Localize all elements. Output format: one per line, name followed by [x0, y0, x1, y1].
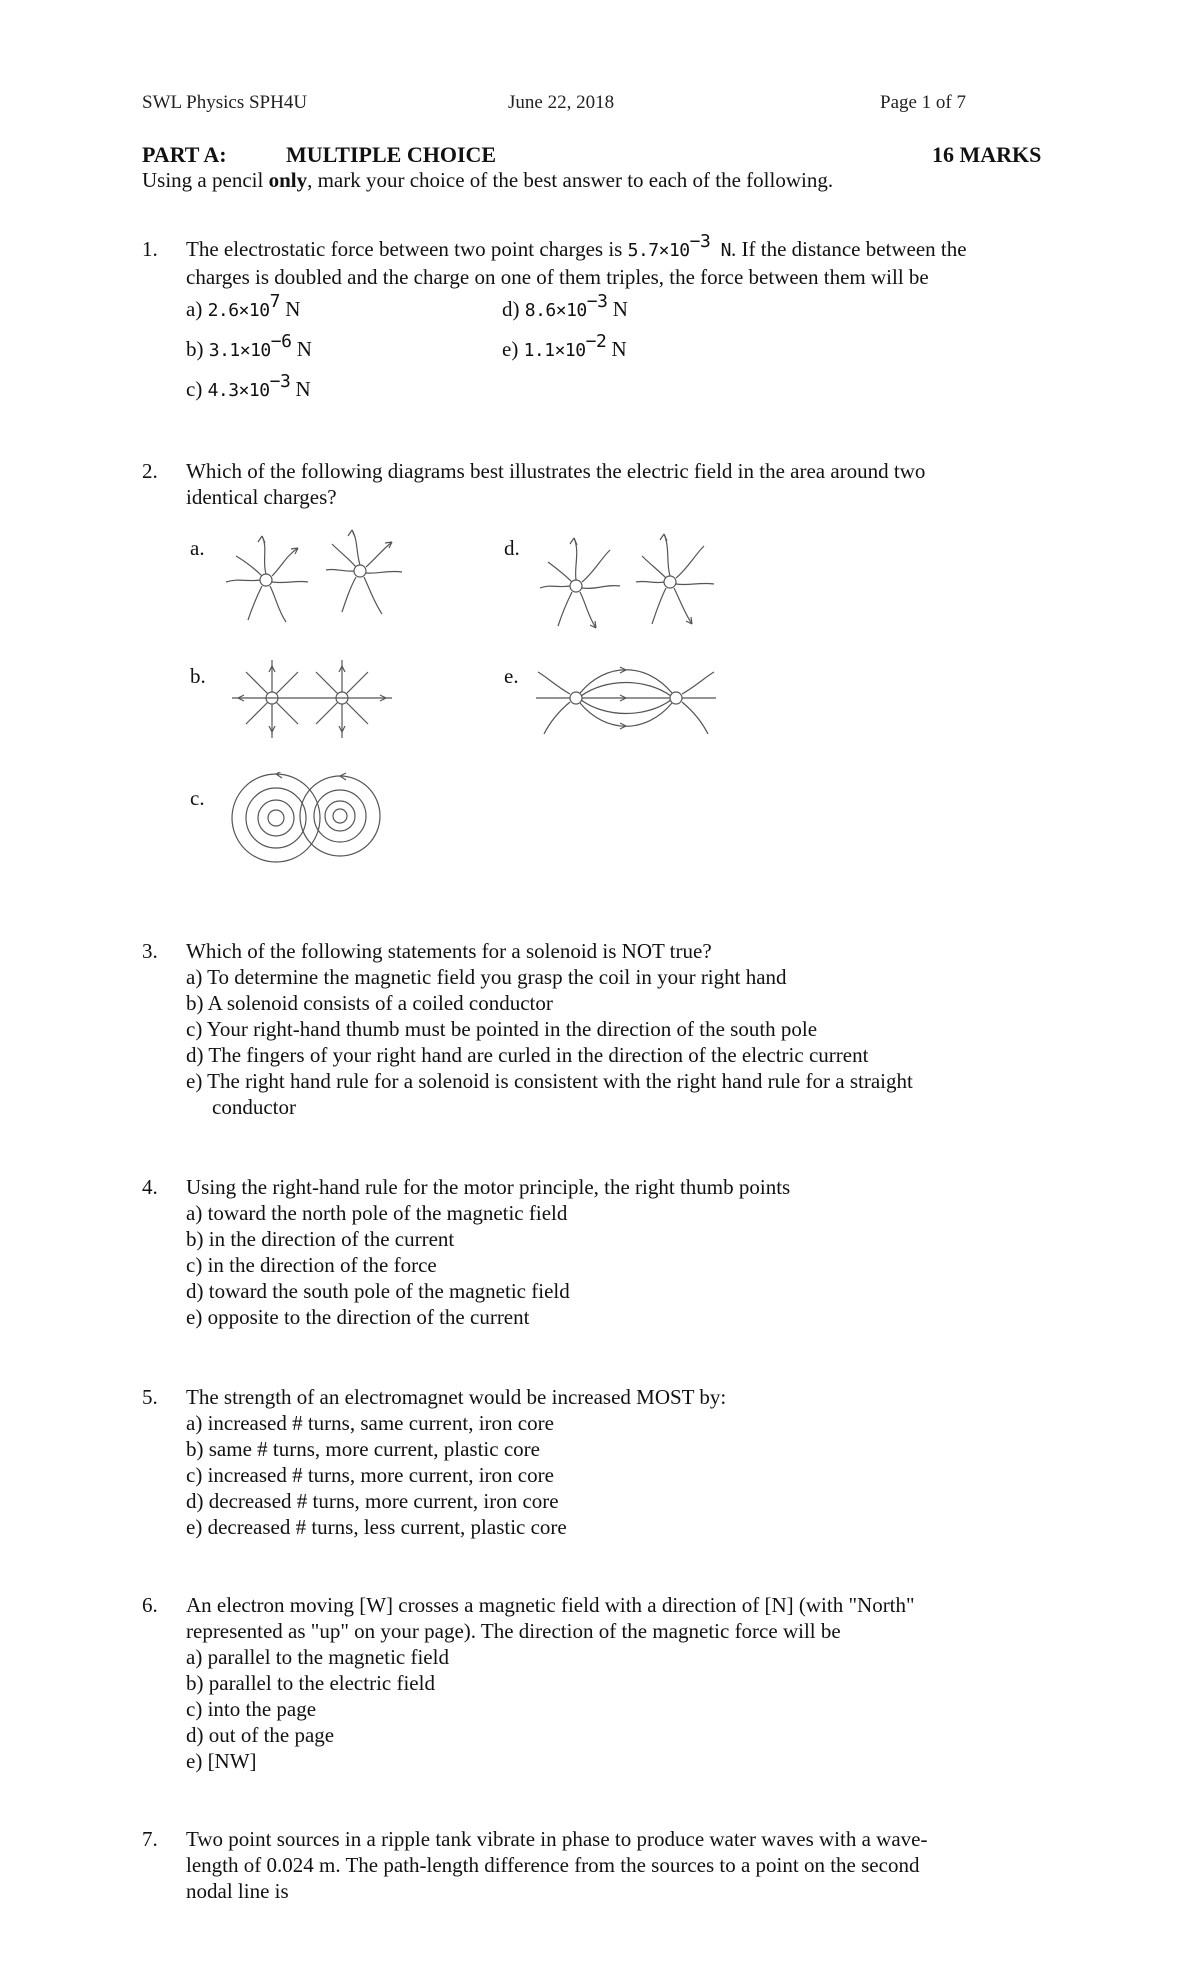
option-b[interactable]: b) $3.1\times 10^{-6}$ N — [186, 331, 312, 361]
field-diagram-b[interactable] — [232, 660, 392, 740]
question-number: 2. — [142, 459, 158, 483]
diagram-label-b[interactable]: b. — [190, 664, 206, 688]
option-b[interactable]: b) in the direction of the current — [186, 1227, 455, 1251]
option-b[interactable]: b) A solenoid consists of a coiled conductor — [186, 991, 553, 1015]
option-a[interactable]: a) increased # turns, same current, iron core — [186, 1411, 554, 1435]
option-a[interactable]: a) $2.6\times 10^7$ N — [186, 291, 301, 321]
option-c[interactable]: c) increased # turns, more current, iron core — [186, 1463, 554, 1487]
question-stem: Which of the following diagrams best illustrates the electric field in the area around two — [186, 459, 926, 483]
option-d[interactable]: d) decreased # turns, more current, iron core — [186, 1489, 559, 1513]
header-course: SWL Physics SPH4U — [142, 92, 308, 113]
option-e[interactable]: e) $1.1\times 10^{-2}$ N — [502, 331, 627, 361]
question-stem-cont: charges is doubled and the charge on one of them triples, the force between them will be — [186, 265, 929, 289]
option-c[interactable]: c) Your right-hand thumb must be pointed in the direction of the south pole — [186, 1017, 818, 1041]
question-stem-cont: represented as "up" on your page). The direction of the magnetic force will be — [186, 1619, 841, 1643]
diagram-label-e[interactable]: e. — [504, 664, 519, 688]
question-number: 7. — [142, 1827, 158, 1851]
question-stem: Using the right-hand rule for the motor principle, the right thumb points — [186, 1175, 791, 1199]
instruction-emphasis: only — [268, 168, 308, 192]
diagram-label-a[interactable]: a. — [190, 536, 205, 560]
option-e-cont: conductor — [212, 1095, 296, 1119]
part-label: PART A: — [142, 142, 227, 167]
option-a[interactable]: a) To determine the magnetic field you grasp the coil in your right hand — [186, 965, 787, 989]
question-stem: Which of the following statements for a solenoid is NOT true? — [186, 939, 712, 963]
header-page-number: Page 1 of 7 — [880, 92, 967, 113]
question-stem-cont: nodal line is — [186, 1879, 289, 1903]
field-diagram-d[interactable] — [540, 526, 720, 636]
question-stem: The electrostatic force between two point charges is $5.7\times 10^{-3}$ N. If the distance between the — [186, 231, 967, 261]
answer-options — [186, 291, 1076, 408]
question-number: 5. — [142, 1385, 158, 1409]
field-diagram-e[interactable] — [536, 656, 716, 746]
question-number: 3. — [142, 939, 158, 963]
option-a[interactable]: a) toward the north pole of the magnetic field — [186, 1201, 568, 1225]
question-stem: The strength of an electromagnet would be increased MOST by: — [186, 1385, 727, 1409]
option-b[interactable]: b) parallel to the electric field — [186, 1671, 435, 1695]
diagram-label-c[interactable]: c. — [190, 786, 205, 810]
option-e[interactable]: e) [NW] — [186, 1749, 257, 1773]
header-date: June 22, 2018 — [508, 92, 615, 113]
option-c[interactable]: c) in the direction of the force — [186, 1253, 437, 1277]
option-b[interactable]: b) same # turns, more current, plastic core — [186, 1437, 540, 1461]
part-title: MULTIPLE CHOICE — [286, 142, 497, 167]
option-d[interactable]: d) $8.6\times 10^{-3}$ N — [502, 291, 628, 321]
option-e[interactable]: e) opposite to the direction of the current — [186, 1305, 530, 1329]
question-number: 1. — [142, 237, 158, 261]
option-e[interactable]: e) The right hand rule for a solenoid is consistent with the right hand rule for a straight — [186, 1069, 913, 1093]
option-d[interactable]: d) toward the south pole of the magnetic field — [186, 1279, 570, 1303]
option-d[interactable]: d) The fingers of your right hand are curled in the direction of the electric current — [186, 1043, 869, 1067]
question-stem-cont: identical charges? — [186, 485, 337, 509]
option-c[interactable]: c) into the page — [186, 1697, 317, 1721]
part-marks: 16 MARKS — [932, 142, 1042, 167]
field-diagram-c[interactable] — [230, 772, 390, 864]
question-number: 6. — [142, 1593, 158, 1617]
option-a[interactable]: a) parallel to the magnetic field — [186, 1645, 449, 1669]
option-d[interactable]: d) out of the page — [186, 1723, 335, 1747]
instructions: Using a pencil only, mark your choice of the best answer to each of the following. — [142, 168, 834, 192]
field-diagram-a[interactable] — [226, 526, 406, 632]
option-c[interactable]: c) $4.3\times 10^{-3}$ N — [186, 371, 311, 401]
diagram-label-d[interactable]: d. — [504, 536, 520, 560]
question-stem: Two point sources in a ripple tank vibrate in phase to produce water waves with a wave- — [186, 1827, 928, 1851]
question-stem-cont: length of 0.024 m. The path-length difference from the sources to a point on the second — [186, 1853, 920, 1877]
option-e[interactable]: e) decreased # turns, less current, plastic core — [186, 1515, 567, 1539]
question-stem: An electron moving [W] crosses a magnetic field with a direction of [N] (with "North" — [186, 1593, 915, 1617]
question-number: 4. — [142, 1175, 158, 1199]
